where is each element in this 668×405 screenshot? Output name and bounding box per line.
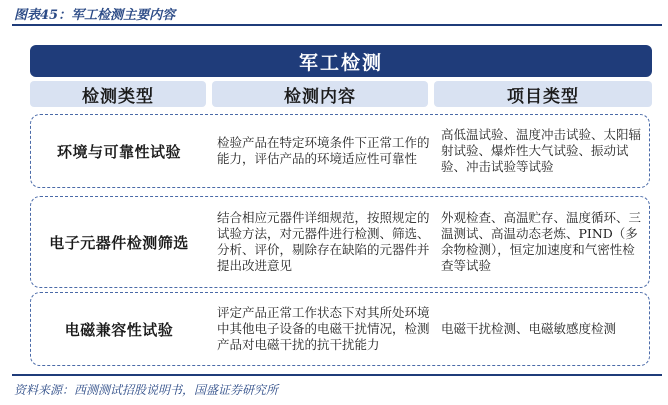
row-content-text [217,115,431,187]
row-type-label: 电子元器件检测筛选 [49,233,189,252]
footer-divider [12,374,662,376]
figure-caption: 图表45：军工检测主要内容 [14,8,176,23]
row-items-text [441,197,645,287]
row-items-text [441,115,645,187]
row-items-text [441,293,645,365]
row-items-span: 外观检查、高温贮存、温度循环、三温测试、高温动态老炼、PIND（多余物检测），恒定加速度和气密性检查等试验 [441,210,642,273]
row-type-label: 电磁兼容性试验 [64,320,174,339]
row-items-span: 电磁干扰检测、电磁敏感度检测 [441,321,617,336]
table-row-emc [30,292,650,366]
row-content-span: 结合相应元器件详细规范，按照规定的试验方法，对元器件进行检测、筛选、分析、评价，剔除存在缺陷的元器件并提出改进意见 [217,210,430,273]
caption-divider [12,24,662,26]
table-row-components [30,196,650,288]
header-detection-type: 检测类型 [30,81,206,107]
header-item-type: 项目类型 [434,81,652,107]
row-content-span: 检验产品在特定环境条件下正常工作的能力，评估产品的环境适应性可靠性 [217,135,430,166]
row-content-span: 评定产品正常工作状态下对其所处环境中其他电子设备的电磁干扰情况，检测产品对电磁干扰的抗干扰能力 [217,305,430,352]
row-type-label: 环境与可靠性试验 [56,142,181,161]
header-detection-content: 检测内容 [212,81,428,107]
table-row-environment [30,114,650,188]
row-content-text [217,197,431,287]
row-items-span: 高低温试验、温度冲击试验、太阳辐射试验、爆炸性大气试验、振动试验、冲击试验等试验 [441,127,642,174]
table-banner-title: 军工检测 [30,45,652,77]
row-content-text [217,293,431,365]
source-note: 资料来源：西测测试招股说明书，国盛证券研究所 [14,383,279,397]
